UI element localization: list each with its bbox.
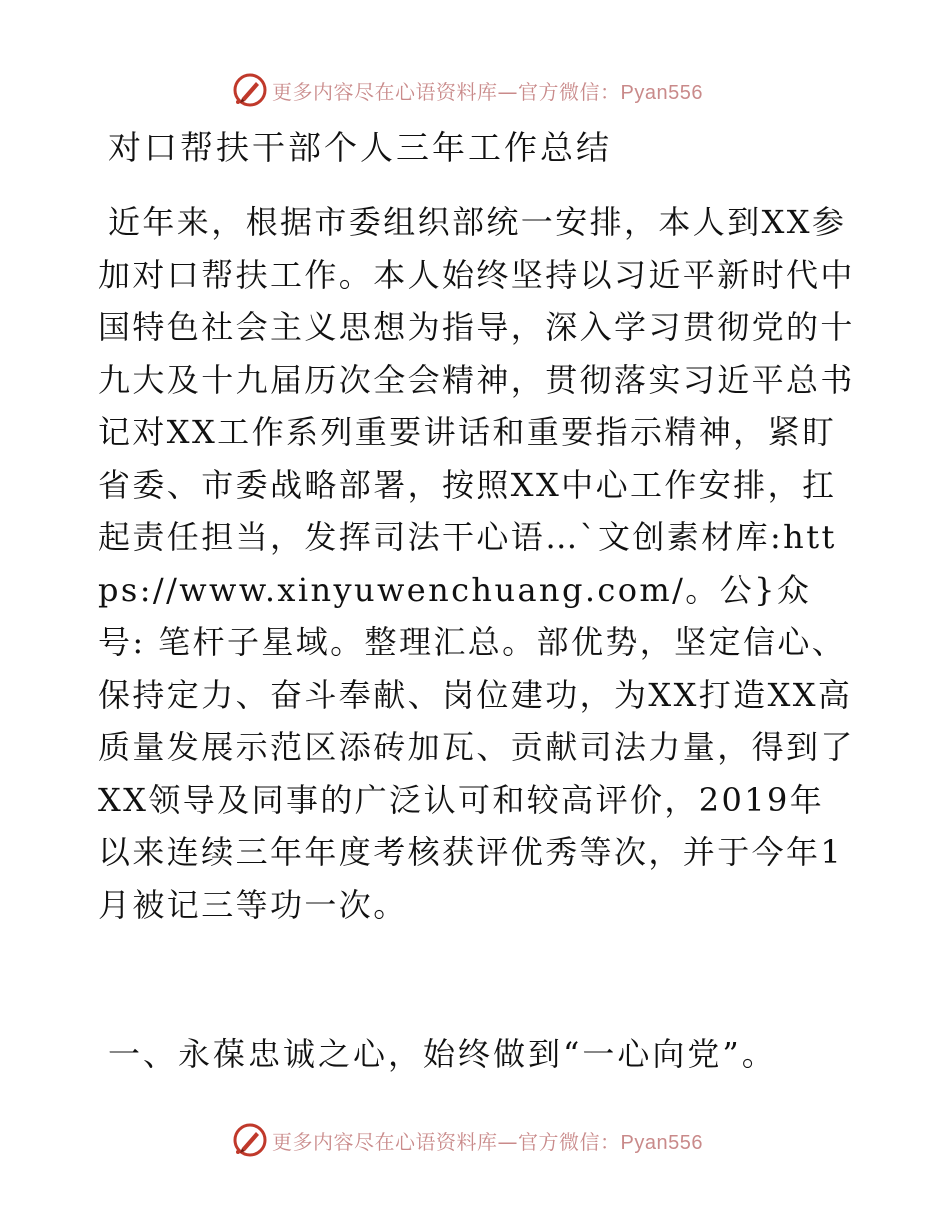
watermark-text <box>272 76 703 105</box>
watermark-id: Pyan556 <box>620 1131 703 1154</box>
body-paragraph-text: 近年来，根据市委组织部统一安排，本人到XX参加对口帮扶工作。本人始终坚持以习近平新时代中国特色社会主义思想为指导，深入学习贯彻党的十九大及十九届历次全会精神，贯彻落实习近平总书记对XX工作系列重要讲话和重要指示精神，紧盯省委、市委战略部署，按照XX中心工作安排，扛起责任担当，发挥司法干心语…`文创素材库:https://www.xinyuwenchuang.com/。公}众号: 笔杆子星域。整理汇总。部优势，坚定信心、保持定力、奋斗奉献、岗位建功，为XX打造XX高质量发展示范区添砖加瓦、贡献司法力量，得到了XX领导及同事的广泛认可和较高评价，2019年以来连续三年年度考核获评优秀等次，并于今年1月被记三等功一次。 <box>98 203 855 924</box>
watermark-prefix: 更多内容尽在心语资料库 <box>272 1129 498 1154</box>
watermark-text <box>272 1126 703 1155</box>
document-title: 对口帮扶干部个人三年工作总结 <box>108 128 612 167</box>
watermark-banner-bottom <box>232 1120 703 1160</box>
watermark-label: 官方微信： <box>518 1129 621 1154</box>
section-heading-1: 一、永葆忠诚之心，始终做到“一心向党”。 <box>108 1035 777 1073</box>
watermark-dash: — <box>497 79 518 104</box>
watermark-dash: — <box>497 1129 518 1154</box>
pen-logo-icon <box>232 1122 268 1158</box>
body-paragraph <box>98 196 858 931</box>
pen-logo-icon <box>232 72 268 108</box>
watermark-prefix: 更多内容尽在心语资料库 <box>272 79 498 104</box>
watermark-label: 官方微信： <box>518 79 621 104</box>
watermark-id: Pyan556 <box>620 81 703 104</box>
watermark-banner-top <box>232 70 703 110</box>
